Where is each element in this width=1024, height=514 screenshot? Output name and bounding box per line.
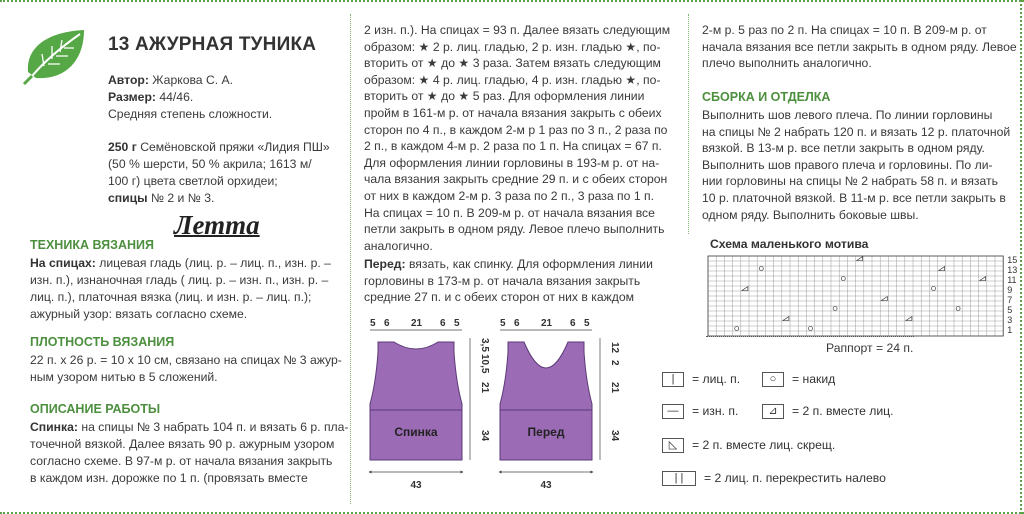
dim-label: 5 [454, 318, 460, 329]
description-line-3: согласно схеме. В 97-м р. от начала вязания закрыть [30, 454, 333, 468]
needles-value: № 2 и № 3. [150, 191, 215, 205]
dim-label: 6 [514, 318, 520, 329]
dim-label: 3,5 [479, 338, 490, 352]
text-line: от них в каждом 2-м р. 3 раза по 2 п., 3 раза по 1 п. [364, 188, 654, 203]
back-lead: Спинка: [30, 420, 78, 434]
front-text [364, 256, 653, 306]
text-line: плечо выполнить аналогично. [702, 56, 872, 71]
dim-label: 34 [609, 430, 620, 442]
meta-author [108, 72, 233, 89]
yarn-line-2: (50 % шерсти, 50 % акрила; 1613 м/ [108, 157, 312, 171]
column-2-text [364, 22, 670, 254]
legend-text: = изн. п. [692, 404, 739, 418]
description-line-4: в каждом изн. дорожке по 1 п. (провязать вместе [30, 471, 308, 485]
density-heading: ПЛОТНОСТЬ ВЯЗАНИЯ [30, 335, 175, 349]
meta-size [108, 89, 193, 106]
dim-label: 5 [370, 318, 376, 329]
needles-line [108, 190, 214, 207]
dim-label: 21 [479, 382, 490, 394]
text-line: Выполнить шов левого плеча. По линии горловины [702, 108, 993, 122]
dim-label: 6 [440, 318, 446, 329]
technique-line-3: лиц. п.), платочная вязка (лиц. и изн. р. – лиц. п.); [30, 290, 312, 304]
text-line: 10 р. платочной вязкой. В 11-м р. все петли закрыть в [702, 190, 1006, 205]
text-line: начала вязания все петли закрыть в одном ряду. Левое [702, 39, 1017, 54]
text-line: вторить от ★ до ★ 5 раз. Для оформления линии [364, 89, 645, 104]
text-line: На спицах = 10 п. В 209-м р. от начала вязания все [364, 205, 655, 220]
yarn-amount: 250 г [108, 140, 137, 154]
yarn-name: Семёновской пряжи «Лидия ПШ» [140, 140, 330, 154]
assembly-text [702, 107, 1010, 223]
row-number: 11 [1007, 275, 1017, 285]
k2tog-symbol: ⊿ [762, 404, 784, 419]
row-number: 15 [1007, 255, 1018, 265]
text-line: 2 изн. п.). На спицах = 93 п. Далее вязать следующим [364, 23, 671, 37]
text-line: на спицы № 2 набрать 120 п. и вязать 12 р. платочной [702, 124, 1011, 139]
dim-label: 2 [609, 360, 620, 366]
text-line: вторить от ★ до ★ 3 раза. Затем вязать следующим [364, 56, 661, 71]
technique-line-1: На спицах: лицевая гладь (лиц. р. – лиц. п., изн. р. – [30, 256, 331, 270]
k2tog-crossed-symbol: ◺ [662, 438, 684, 453]
text-line: одном ряду. Выполнить боковые швы. [702, 207, 919, 222]
knit-stitch-symbol: | [662, 372, 684, 387]
motif-row-numbers [1007, 255, 1017, 335]
watermark-signature: Летта [174, 210, 260, 240]
size-label: Размер: [108, 90, 156, 104]
assembly-heading: СБОРКА И ОТДЕЛКА [702, 90, 831, 104]
garment-schematic [356, 312, 656, 502]
motif-chart [706, 254, 1022, 340]
leaf-icon [22, 26, 92, 86]
yarn-line-3: 100 г) цвета светлой орхидеи; [108, 174, 278, 188]
column-3-text [702, 22, 1017, 72]
row-number: 13 [1007, 265, 1018, 275]
needles-label: спицы [108, 191, 148, 205]
text-line: 2 п., в каждом 4-м р. 2 раза по 1 п. На спицах = 67 п. [364, 139, 662, 154]
text-line: аналогично. [364, 238, 433, 253]
repeat-label: Раппорт = 24 п. [826, 341, 914, 355]
dim-label: 21 [609, 382, 620, 394]
text-line: петли закрыть в одном ряду. Левое плечо выполнить [364, 222, 665, 237]
page-title: 13 АЖУРНАЯ ТУНИКА [108, 34, 317, 55]
cross-left-symbol: | | [662, 471, 696, 486]
dim-label: 5 [584, 318, 590, 329]
text-line: образом: ★ 2 р. лиц. гладью, 2 р. изн. гладью ★, по- [364, 39, 661, 54]
back-label: Спинка [394, 425, 438, 439]
front-lead: Перед: [364, 257, 406, 271]
description-heading: ОПИСАНИЕ РАБОТЫ [30, 402, 161, 416]
dim-label: 12 [609, 342, 620, 354]
width-label: 43 [540, 480, 552, 491]
row-number: 9 [1007, 285, 1013, 295]
author-value: Жаркова С. А. [152, 73, 234, 87]
legend-text: = 2 лиц. п. перекрестить налево [704, 471, 886, 485]
legend-text: = накид [792, 372, 836, 386]
motif-grid [708, 256, 1003, 336]
technique-heading: ТЕХНИКА ВЯЗАНИЯ [30, 238, 155, 252]
front-label: Перед [527, 425, 565, 439]
dim-label: 34 [479, 430, 490, 442]
column-divider [350, 14, 351, 504]
row-number: 3 [1007, 315, 1013, 325]
text-line: 2-м р. 5 раз по 2 п. На спицах = 10 п. В 209-м р. от [702, 23, 987, 37]
bottom-dotted-border [0, 506, 1024, 514]
column-divider [688, 14, 689, 234]
text-line: Перед: вязать, как спинку. Для оформления линии [364, 257, 653, 271]
yarn-over-symbol: ○ [762, 372, 784, 387]
legend-text: = лиц. п. [692, 372, 741, 386]
dim-label: 21 [541, 318, 553, 329]
difficulty: Средняя степень сложности. [108, 107, 273, 121]
size-value: 44/46. [159, 90, 194, 104]
text-line: Выполнить шов правого плеча и горловины. По ли- [702, 157, 993, 172]
legend-text: = 2 п. вместе лиц. скрещ. [692, 438, 836, 452]
front-piece-shape [500, 342, 592, 460]
text-line: чала вязания закрыть средние 29 п. и с обеих сторон [364, 172, 668, 187]
text-line: Для оформления линии горловины в 193-м р. от на- [364, 155, 660, 170]
technique-line-2: изн. п.), изнаночная гладь ( лиц. р. – изн. п., изн. р. – [30, 273, 329, 287]
row-number: 1 [1007, 325, 1013, 335]
description-line-1: Спинка: на спицы № 3 набрать 104 п. и вязать 6 р. пла- [30, 420, 349, 434]
text-line: средние 27 п. и с обеих сторон от них в каждом [364, 290, 635, 305]
technique-lead: На спицах: [30, 256, 96, 270]
density-line-1: 22 п. х 26 р. = 10 х 10 см, связано на спицах № 3 ажур- [30, 353, 342, 367]
text-line: нии горловины на спицы № 2 набрать 58 п. и вязать [702, 174, 998, 189]
motif-title: Схема маленького мотива [710, 237, 869, 251]
width-label: 43 [410, 480, 422, 491]
row-number: 5 [1007, 305, 1013, 315]
text-line: пройм в 161-м р. от начала вязания закрыть с обеих [364, 105, 662, 120]
repeat-bracket [706, 336, 914, 338]
back-piece-shape [370, 342, 462, 460]
dim-label: 6 [570, 318, 576, 329]
text-line: образом: ★ 4 р. лиц. гладью, 4 р. изн. гладью ★, по- [364, 72, 661, 87]
author-label: Автор: [108, 73, 149, 87]
technique-line-4: ажурный узор: вязать согласно схеме. [30, 307, 248, 321]
description-line-2: точечной вязкой. Далее вязать 90 р. ажурным узором [30, 437, 335, 451]
purl-stitch-symbol: — [662, 404, 684, 419]
legend-text: = 2 п. вместе лиц. [792, 404, 894, 418]
text-line: сторон по 4 п., в каждом 2-м р 1 раз по 3 п., 2 раза по [364, 122, 668, 137]
top-dotted-border [0, 0, 1024, 10]
yarn-line-1 [108, 139, 330, 156]
dim-label: 21 [411, 318, 423, 329]
density-line-2: ным узором нитью в 5 сложений. [30, 370, 218, 384]
row-number: 7 [1007, 295, 1013, 305]
text-line: вязкой. В 13-м р. все петли закрыть в одном ряду. [702, 141, 985, 156]
text-line: горловины в 173-м р. от начала вязания закрыть [364, 273, 641, 288]
dim-label: 5 [500, 318, 506, 329]
dim-label: 6 [384, 318, 390, 329]
dim-label: 10,5 [479, 354, 490, 374]
